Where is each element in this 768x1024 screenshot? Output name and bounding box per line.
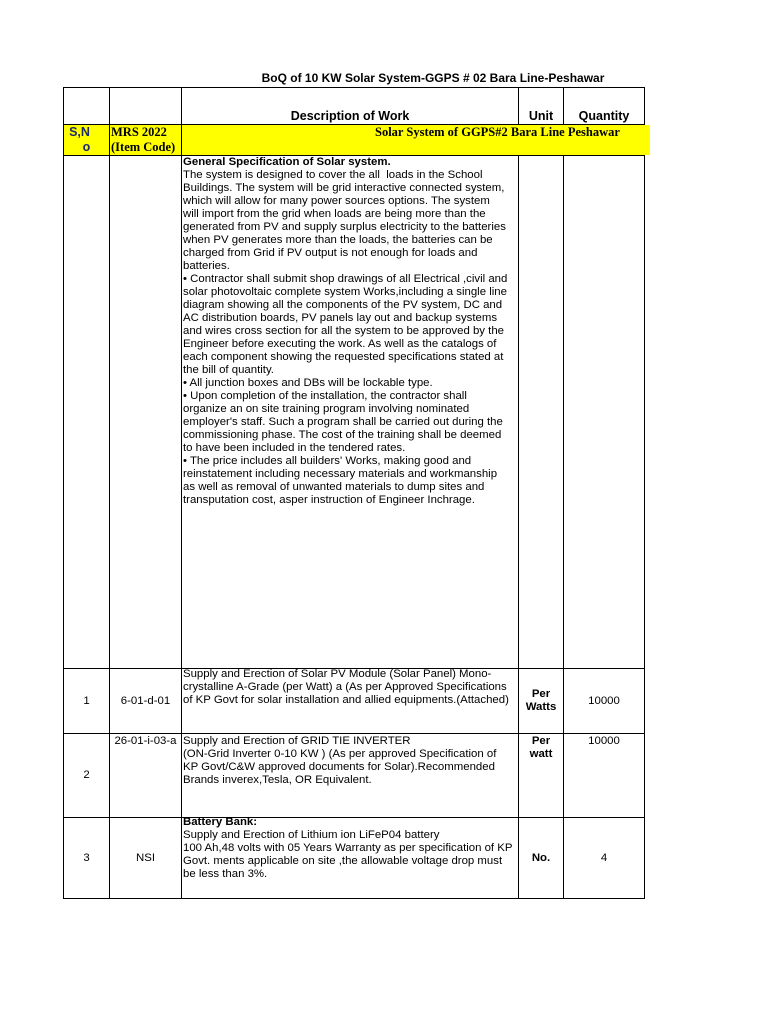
item-unit-line: No.	[531, 851, 551, 864]
spec-cell-unit	[519, 156, 564, 669]
specification-line: charged from Grid if PV output is not enough for loads and	[183, 247, 478, 259]
document-title: BoQ of 10 KW Solar System-GGPS # 02 Bara Line-Peshawar	[261, 71, 605, 85]
specification-line: commissioning phase. The cost of the training shall be deemed	[183, 429, 502, 441]
item-description-line: Supply and Erection of Solar PV Module (Solar Panel) Mono-	[183, 668, 492, 680]
spec-cell-sn	[63, 156, 110, 669]
item-description-line: of KP Govt for solar installation and allied equipments.(Attached)	[183, 694, 509, 706]
item-code-header-line: MRS 2022	[111, 125, 167, 139]
unit-header: Unit	[528, 109, 554, 123]
specification-line: reinstatement including necessary materials and workmanship	[183, 468, 498, 480]
item-1-sn-cell	[63, 669, 110, 734]
item-3-sn-cell	[63, 818, 110, 899]
item-description-line: Brands inverex,Tesla, OR Equivalent.	[183, 774, 372, 786]
specification-line: transputation cost, asper instruction of Engineer Inchrage.	[183, 494, 475, 506]
specification-line: generated from PV and supply surplus electricity to the batteries	[183, 221, 506, 233]
item-description-line: be less than 3%.	[183, 868, 268, 880]
specification-line: • Contractor shall submit shop drawings of all Electrical ,civil and	[183, 273, 508, 285]
item-description-heading: Battery Bank:	[183, 816, 258, 828]
header-cell-code	[110, 87, 182, 125]
serial-number-header-line: o	[82, 140, 91, 154]
item-3-code-cell	[110, 818, 182, 899]
item-description-line: Supply and Erection of GRID TIE INVERTER	[183, 735, 411, 747]
section-title: Solar System of GGPS#2 Bara Line Peshawar	[375, 125, 620, 139]
item-2-quantity-cell	[564, 734, 645, 818]
item-description-line: Govt. ments applicable on site ,the allowable voltage drop must	[183, 855, 503, 867]
specification-line: • Upon completion of the installation, the contractor shall	[183, 390, 467, 402]
item-quantity: 10000	[588, 694, 620, 707]
specification-line: the bill of quantity.	[183, 364, 274, 376]
general-specification-cell	[182, 156, 519, 669]
specification-line: batteries.	[183, 260, 230, 272]
item-unit-line: Per	[531, 735, 551, 747]
item-1-code-cell	[110, 669, 182, 734]
general-specification-block	[182, 156, 518, 507]
specification-line: • The price includes all builders' Works, making good and	[183, 455, 472, 467]
item-2-description-cell	[182, 734, 519, 818]
header-cell-description	[182, 87, 519, 125]
serial-number-header-line: S,N	[69, 125, 90, 139]
specification-line: organize an on site training program involving nominated	[183, 403, 470, 415]
item-code: 6-01-d-01	[120, 694, 171, 707]
general-specification-text	[183, 169, 518, 507]
specification-line: each component showing the requested specifications stated at	[183, 351, 504, 363]
item-quantity: 4	[600, 851, 608, 864]
section-title-cell	[182, 125, 645, 156]
specification-line: • All junction boxes and DBs will be lockable type.	[183, 377, 433, 389]
description-header: Description of Work	[290, 109, 410, 123]
item-3-description-cell	[182, 818, 519, 899]
specification-line: AC distribution boards, PV panels lay out and backup systems	[183, 312, 498, 324]
spec-cell-code	[110, 156, 182, 669]
item-description-line: Supply and Erection of Lithium ion LiFeP04 battery	[183, 829, 440, 841]
specification-line: to have been included in the tendered rates.	[183, 442, 406, 454]
item-unit-line: Per	[531, 688, 551, 700]
spec-cell-quantity	[564, 156, 645, 669]
item-2-unit-cell	[519, 734, 564, 818]
item-1-unit-cell	[519, 669, 564, 734]
item-code: 26-01-i-03-a	[114, 735, 177, 747]
item-code: NSI	[136, 851, 155, 864]
item-2-code-cell	[110, 734, 182, 818]
specification-line: when PV generates more than the loads, the batteries can be	[183, 234, 493, 246]
item-unit-line: watt	[529, 748, 553, 760]
item-3-quantity-cell	[564, 818, 645, 899]
item-unit-line: Watts	[525, 701, 557, 713]
specification-line: diagram showing all the components of the PV system, DC and	[183, 299, 503, 311]
header-cell-quantity	[564, 87, 645, 125]
item-code-header-line: (Item Code)	[111, 140, 176, 154]
item-serial-number: 1	[83, 694, 90, 707]
item-2-sn-cell	[63, 734, 110, 818]
item-3-unit-cell	[519, 818, 564, 899]
item-1-description-cell	[182, 669, 519, 734]
item-description	[183, 829, 518, 881]
specification-line: Buildings. The system will be grid interactive connected system,	[183, 182, 505, 194]
specification-line: will import from the grid when loads are being more than the	[183, 208, 486, 220]
item-description	[182, 735, 518, 787]
specification-line: The system is designed to cover the all loads in the School	[183, 169, 483, 181]
general-specification-heading: General Specification of Solar system.	[183, 156, 391, 168]
item-serial-number: 3	[83, 851, 90, 864]
serial-number-header	[63, 125, 110, 156]
item-code-header	[110, 125, 182, 156]
item-description-line: (ON-Grid Inverter 0-10 KW ) (As per approved Specification of	[183, 748, 497, 760]
header-cell-sn	[63, 87, 110, 125]
specification-line: as well as removal of unwanted materials to dump sites and	[183, 481, 485, 493]
item-description-line: crystalline A-Grade (per Watt) a (As per Approved Specifications	[183, 681, 507, 693]
item-description-line: 100 Ah,48 volts with 05 Years Warranty as per specification of KP	[183, 842, 513, 854]
item-description	[182, 668, 518, 707]
specification-line: solar photovoltaic complete system Works,including a single line	[183, 286, 507, 298]
item-serial-number: 2	[83, 769, 90, 781]
specification-line: which will allow for many power sources options. The system	[183, 195, 490, 207]
item-description-block	[182, 816, 518, 881]
specification-line: and wires cross section for all the system to be approved by the	[183, 325, 504, 337]
specification-line: employer's staff. Such a program shall be carried out during the	[183, 416, 503, 428]
specification-line: Engineer before executing the work. As well as the catalogs of	[183, 338, 497, 350]
item-1-quantity-cell	[564, 669, 645, 734]
item-quantity: 10000	[588, 735, 620, 747]
header-cell-unit	[519, 87, 564, 125]
quantity-header: Quantity	[578, 109, 630, 123]
item-description-line: KP Govt/C&W approved documents for Solar).Recommended	[183, 761, 495, 773]
